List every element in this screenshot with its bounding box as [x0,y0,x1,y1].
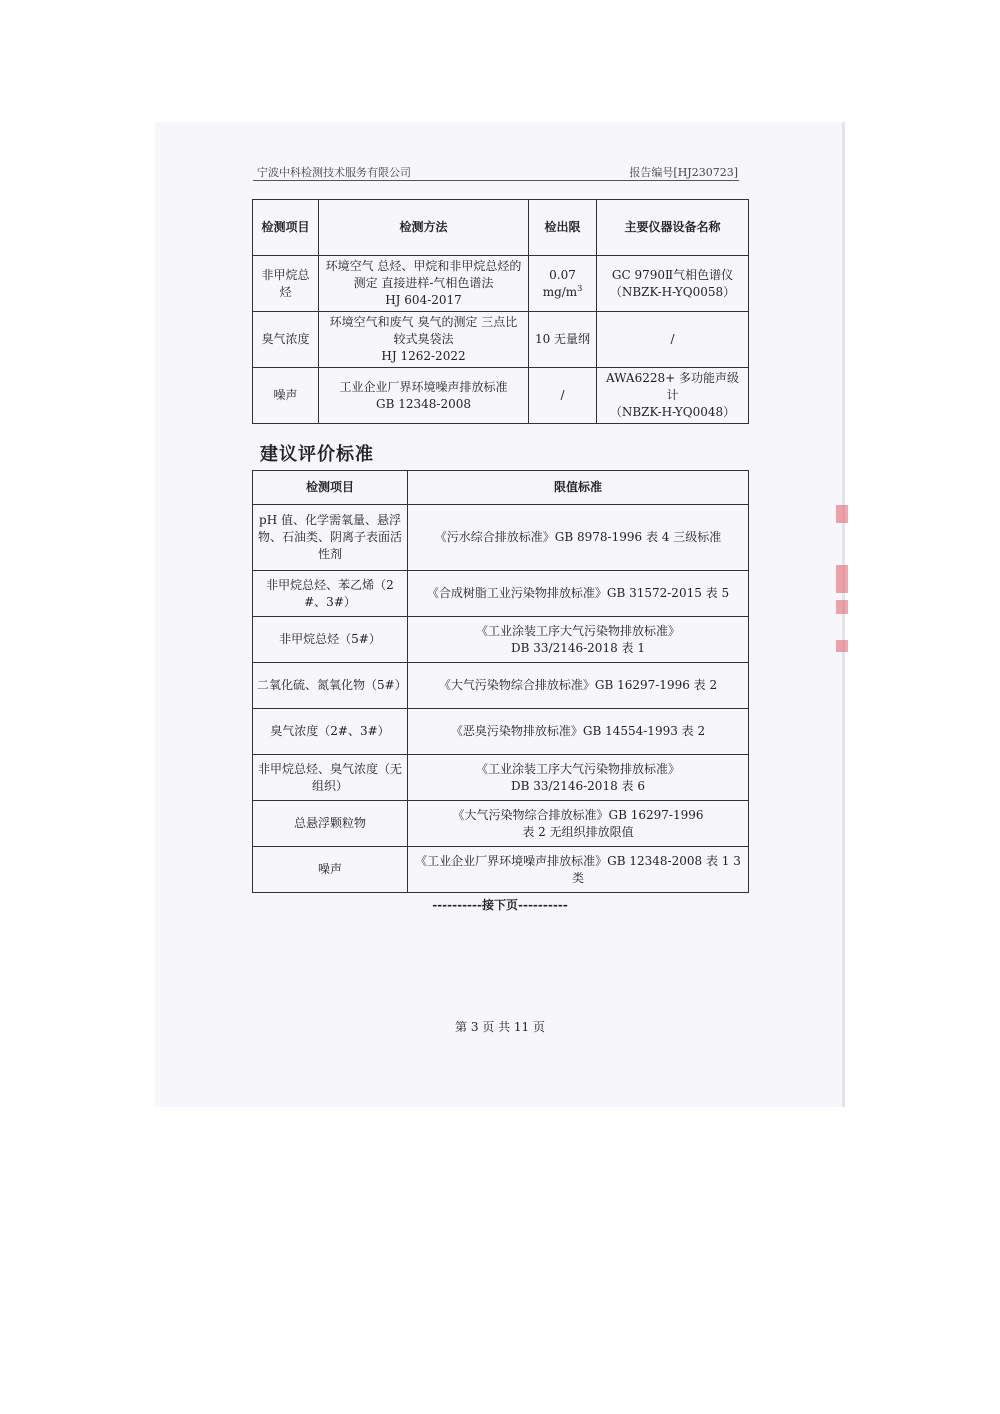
instrument-cell [597,256,749,312]
instrument-cell [597,368,749,424]
method-line: 较式臭袋法 [393,332,454,346]
item-cell: 非甲烷总烃、臭气浓度（无组织） [253,755,408,801]
table-row [253,801,749,847]
header-cell: 主要仪器设备名称 [597,200,749,256]
limit-unit [533,284,592,301]
header-cell: 检测项目 [253,200,319,256]
limit-unit-base: mg/m [542,284,578,299]
item-cell: 非甲烷总烃（5#） [253,617,408,663]
standard-cell: 《污水综合排放标准》GB 8978-1996 表 4 三级标准 [408,505,749,571]
item-cell: 噪声 [253,847,408,893]
section-title: 建议评价标准 [260,444,374,465]
method-line: 测定 直接进样-气相色谱法 [353,276,494,290]
instrument-line: GC 9790Ⅱ气相色谱仪 [611,267,734,282]
stamp-fragment [836,505,848,523]
method-line: 环境空气和废气 臭气的测定 三点比 [329,315,518,329]
limit-cell: / [529,368,597,424]
header-cell: 限值标准 [408,471,749,505]
instrument-line: AWA6228+ 多功能声级计 [606,371,739,402]
paper-edge [842,122,845,1107]
header-cell: 检测方法 [319,200,529,256]
item-cell: 臭气浓度 [253,312,319,368]
item-cell: 非甲烷总烃 [253,256,319,312]
table-row [253,617,749,663]
company-name: 宁波中科检测技术服务有限公司 [257,166,411,179]
standard-line: DB 33/2146-2018 表 1 [511,640,645,655]
instrument-line: （NBZK-H-YQ0058） [609,284,736,299]
limit-cell: 10 无量纲 [529,312,597,368]
limit-value: 0.07 [549,267,576,282]
table-header-row [253,471,749,505]
header-cell: 检出限 [529,200,597,256]
limit-cell [529,256,597,312]
instrument-line: （NBZK-H-YQ0048） [609,405,736,419]
item-cell: 二氧化硫、氮氧化物（5#） [253,663,408,709]
table-row [253,709,749,755]
standards-table [252,470,749,893]
report-number: 报告编号[HJ230723] [629,166,738,179]
item-cell: pH 值、化学需氧量、悬浮物、石油类、阴离子表面活性剂 [253,505,408,571]
table-row [253,663,749,709]
instrument-cell: / [597,312,749,368]
limit-unit-exponent: 3 [577,283,583,293]
table-row [253,571,749,617]
stamp-fragment [836,600,848,614]
table-row [253,256,749,312]
standard-line: 《工业涂装工序大气污染物排放标准》 [475,761,680,776]
standard-cell: 《大气污染物综合排放标准》GB 16297-1996 表 2 [408,663,749,709]
standard-line: 《大气污染物综合排放标准》GB 16297-1996 [452,807,704,822]
table-row [253,755,749,801]
item-cell: 非甲烷总烃、苯乙烯（2#、3#） [253,571,408,617]
method-line: HJ 1262-2022 [381,349,466,363]
stamp-fragment [836,565,848,593]
header-cell: 检测项目 [253,471,408,505]
standard-cell: 《工业企业厂界环境噪声排放标准》GB 12348-2008 表 1 3 类 [408,847,749,893]
standard-cell [408,617,749,663]
item-cell: 臭气浓度（2#、3#） [253,709,408,755]
continued-note: ----------接下页---------- [432,898,568,912]
header-rule [253,180,739,181]
table-row [253,847,749,893]
table-header-row [253,200,749,256]
standard-cell [408,755,749,801]
page-number: 第 3 页 共 11 页 [455,1020,545,1034]
table-row [253,505,749,571]
method-line: GB 12348-2008 [376,396,471,411]
method-line: 工业企业厂界环境噪声排放标准 [339,379,508,394]
standard-line: 《工业涂装工序大气污染物排放标准》 [475,623,680,638]
method-cell [319,256,529,312]
methods-table [252,199,749,424]
method-line: 环境空气 总烃、甲烷和非甲烷总烃的 [325,259,522,273]
standard-cell: 《恶臭污染物排放标准》GB 14554-1993 表 2 [408,709,749,755]
method-line: HJ 604-2017 [385,293,462,307]
standard-cell [408,801,749,847]
method-cell [319,368,529,424]
standard-line: 表 2 无组织排放限值 [522,824,634,839]
item-cell: 总悬浮颗粒物 [253,801,408,847]
standard-cell: 《合成树脂工业污染物排放标准》GB 31572-2015 表 5 [408,571,749,617]
table-row [253,312,749,368]
item-cell: 噪声 [253,368,319,424]
table-row [253,368,749,424]
stamp-fragment [836,640,848,652]
method-cell [319,312,529,368]
standard-line: DB 33/2146-2018 表 6 [511,778,645,793]
